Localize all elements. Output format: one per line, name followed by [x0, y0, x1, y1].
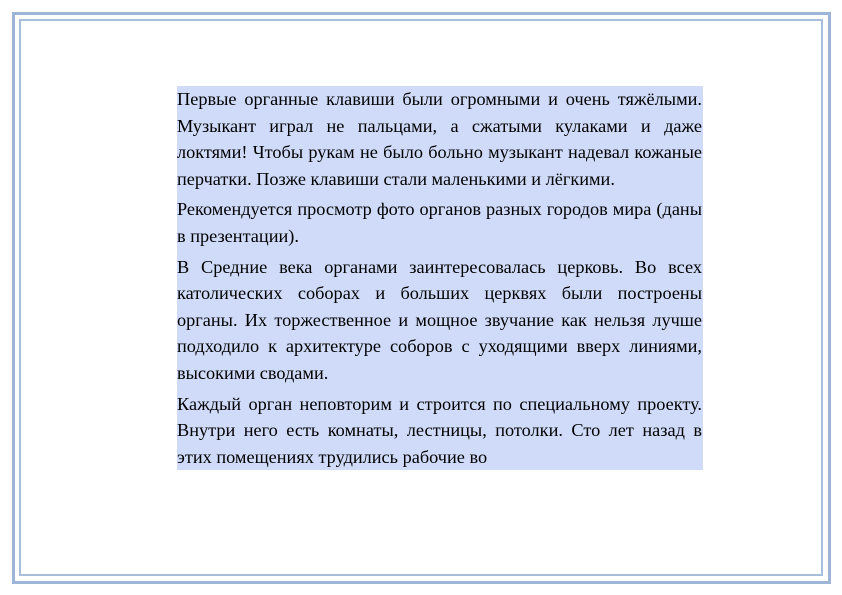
paragraph-organ-keys: Первые органные клавиши были огромными и очень тяжёлыми. Музыкант играл не пальцами, а сжатыми кулаками и даже локтями! Чтобы рукам не было больно музыкант надевал кожаные перчатки. Позже клавиши стали маленькими и лёгкими. — [177, 89, 702, 189]
paragraph-photo-recommendation: Рекомендуется просмотр фото органов разных городов мира (даны в презентации). — [177, 199, 702, 246]
paragraph-organ-construction: Каждый орган неповторим и строится по специальному проекту. Внутри него есть комнаты, лестницы, потолки. Сто лет назад в этих помещениях трудились рабочие во — [177, 393, 702, 467]
paragraph-church-organs: В Средние века органами заинтересовалась церковь. Во всех католических соборах и больших церквях были построены органы. Их торжественное и мощное звучание как нельзя лучше подходило к архитектуре соборов с уходящими вверх линиями, высокими сводами. — [177, 256, 702, 383]
highlighted-text-block — [177, 86, 703, 470]
